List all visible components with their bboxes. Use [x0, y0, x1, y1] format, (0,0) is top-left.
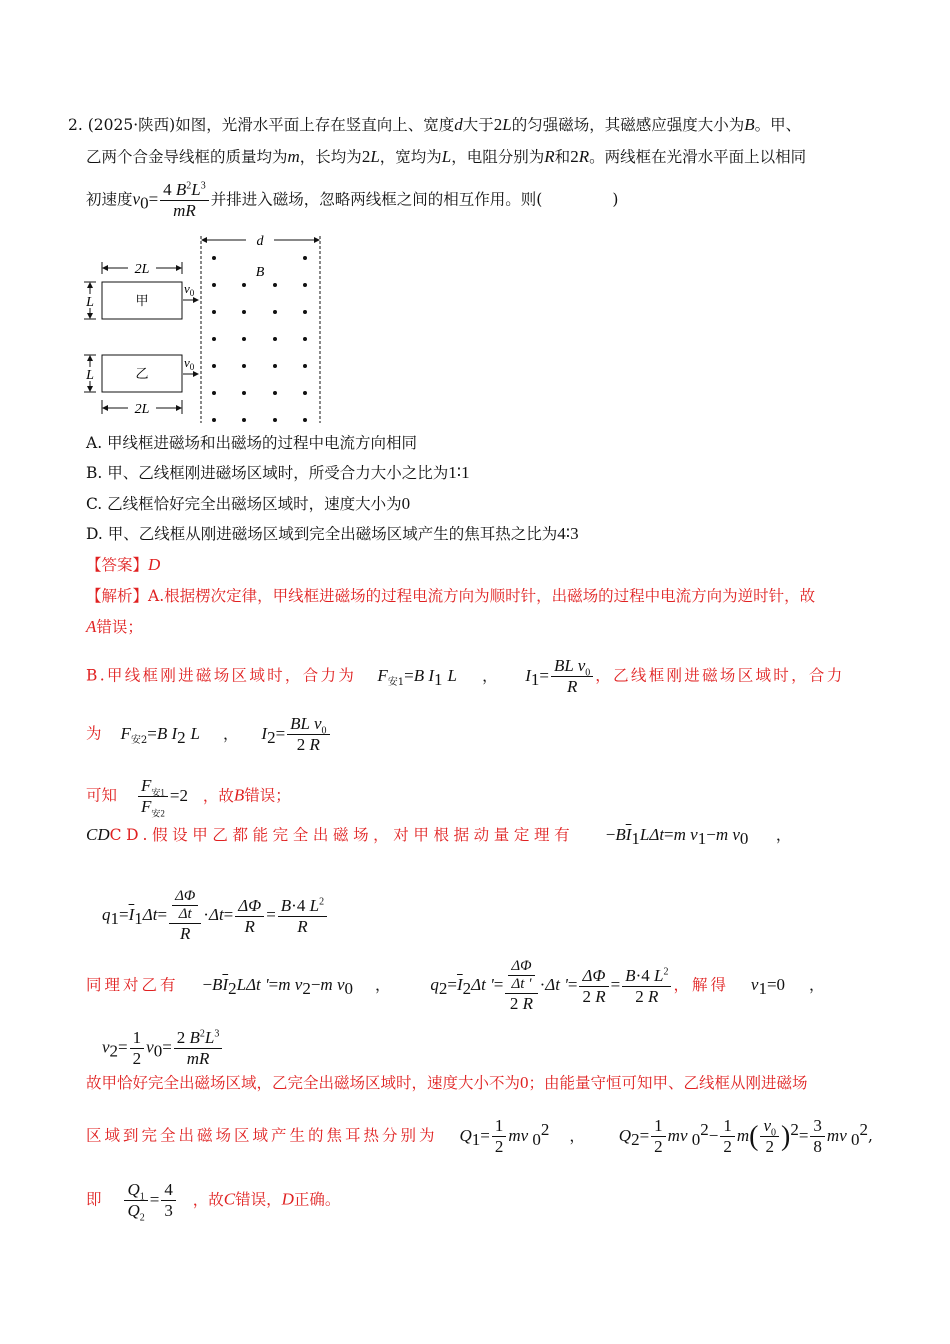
analysis-CD-line-4: $v_2=$ $\frac{1}{2}$ $v_0=$ $\frac{2 B^2L^3}{mR}$ [102, 1028, 224, 1069]
field-dots [212, 256, 307, 422]
answer [86, 554, 160, 576]
label-L-yi: L [86, 368, 94, 383]
analysis-B-line-1: B.甲线框刚进磁场区域时，合力为 $F_{安1}=B$ $I_1$ L ， $I_1=$ $\frac{BL v_0}{R}$ ，乙线框刚进磁场区域时，合力 [86, 656, 845, 696]
analysis-CD-line-2: $q_1=\overline{I}_1\Delta t=$ $\frac{\frac{\Delta\Phi}{\Delta t}}{R}$ ·Δt= $\frac{\Delta\Phi}{R}$ = $\frac{B\cdot 4 L^2}{R}$ [102, 888, 329, 944]
analysis-CD-line-5: 故甲恰好完全出磁场区域，乙完全出磁场区域时，速度大小不为0；由能量守恒可知甲、乙线框从刚进磁场 [86, 1073, 808, 1092]
label-L-jia: L [86, 295, 94, 310]
option-A: A. 甲线框进磁场和出磁场的过程中电流方向相同 [86, 434, 418, 452]
magnetic-field-figure [76, 228, 336, 428]
analysis-line-1: 【解析】A.根据楞次定律，甲线框进磁场的过程电流方向为顺时针，出磁场的过程中电流方向为逆时针，故 [86, 587, 816, 605]
analysis-CD-line-6: 区域到完全出磁场区域产生的焦耳热分别为 $Q_1=$ $\frac{1}{2}$ mv $_0^2$ ， $Q_2=$ $\frac{1}{2}$ mv $_0^2$− $\frac{1}{2}$ m( $\frac{v_0}{2}$ )$^2$= $\frac{3}{8}$ mv $_0^2$, [86, 1116, 873, 1156]
analysis-B-line-2: 为 $F_{安2}=B$ $I_2$ L ， $I_2=$ $\frac{BL v_0}{2 R}$ [86, 714, 332, 755]
analysis-CD-line-1: CDCD.假设甲乙都能完全出磁场，对甲根据动量定理有 $-B\overline{I}_1L\Delta t=m$ $v_1-m$ $v_0$ ， [86, 825, 792, 849]
label-2L-bottom: 2L [134, 402, 150, 417]
label-v0-jia: $v_0$ [184, 281, 195, 298]
analysis-B-line-3: 可知 $\frac{F_{安1}}{F_{安2}}$ =2 ，故B错误； [86, 776, 291, 819]
option-C: C. 乙线框恰好完全出磁场区域时，速度大小为0 [86, 494, 411, 513]
label-B: B [255, 265, 265, 280]
question-line-3: 初速度$v_0=$ $\frac{4 B^2L^3}{mR}$ 并排进入磁场，忽略两线框之间的相互作用。则( ) [86, 180, 619, 220]
answer-label: 【答案】 [86, 556, 149, 574]
answer-value: D [148, 555, 161, 574]
option-B: B. 甲、乙线框刚进磁场区域时，所受合力大小之比为1∶1 [86, 463, 470, 482]
question-source: (2025·陕西) [87, 116, 176, 134]
analysis-line-2: A错误； [86, 617, 143, 636]
label-v0-yi: $v_0$ [184, 355, 195, 372]
frame-jia-label: 甲 [135, 294, 149, 309]
label-d: d [256, 234, 264, 249]
option-D: D. 甲、乙线框从刚进磁场区域到完全出磁场区域产生的焦耳热之比为4∶3 [86, 524, 579, 543]
analysis-CD-line-3: 同理对乙有 $-B\overline{I}_2L\Delta t$ '=m $v_2-m$ $v_0$ ， $q_2=\overline{I}_2\Delta t$ '= $\frac{\frac{\Delta\Phi}{\Delta t '}}{2 R}$ ·Δt '= $\frac{\Delta\Phi}{2 R}$ = $\frac{B\cdot 4 L^2}{2 R}$ ，解得 $v_1=0$ ， [86, 958, 825, 1013]
analysis-CD-line-7: 即 $\frac{Q_1}{Q_2}$ = $\frac{4}{3}$ ，故C错误，D正确。 [86, 1180, 341, 1224]
label-2L-top: 2L [134, 262, 150, 277]
question-line-1: 2. (2025·陕西)如图，光滑水平面上存在竖直向上、宽度d大于2L的匀强磁场，其磁感应强度大小为B。甲、 [68, 115, 802, 134]
question-line-2: 乙两个合金导线框的质量均为m，长均为2L，宽均为L，电阻分别为R和2R。两线框在光滑水平面上以相同 [86, 147, 807, 166]
frame-yi-label: 乙 [135, 367, 149, 382]
question-number: 2. [68, 116, 83, 134]
